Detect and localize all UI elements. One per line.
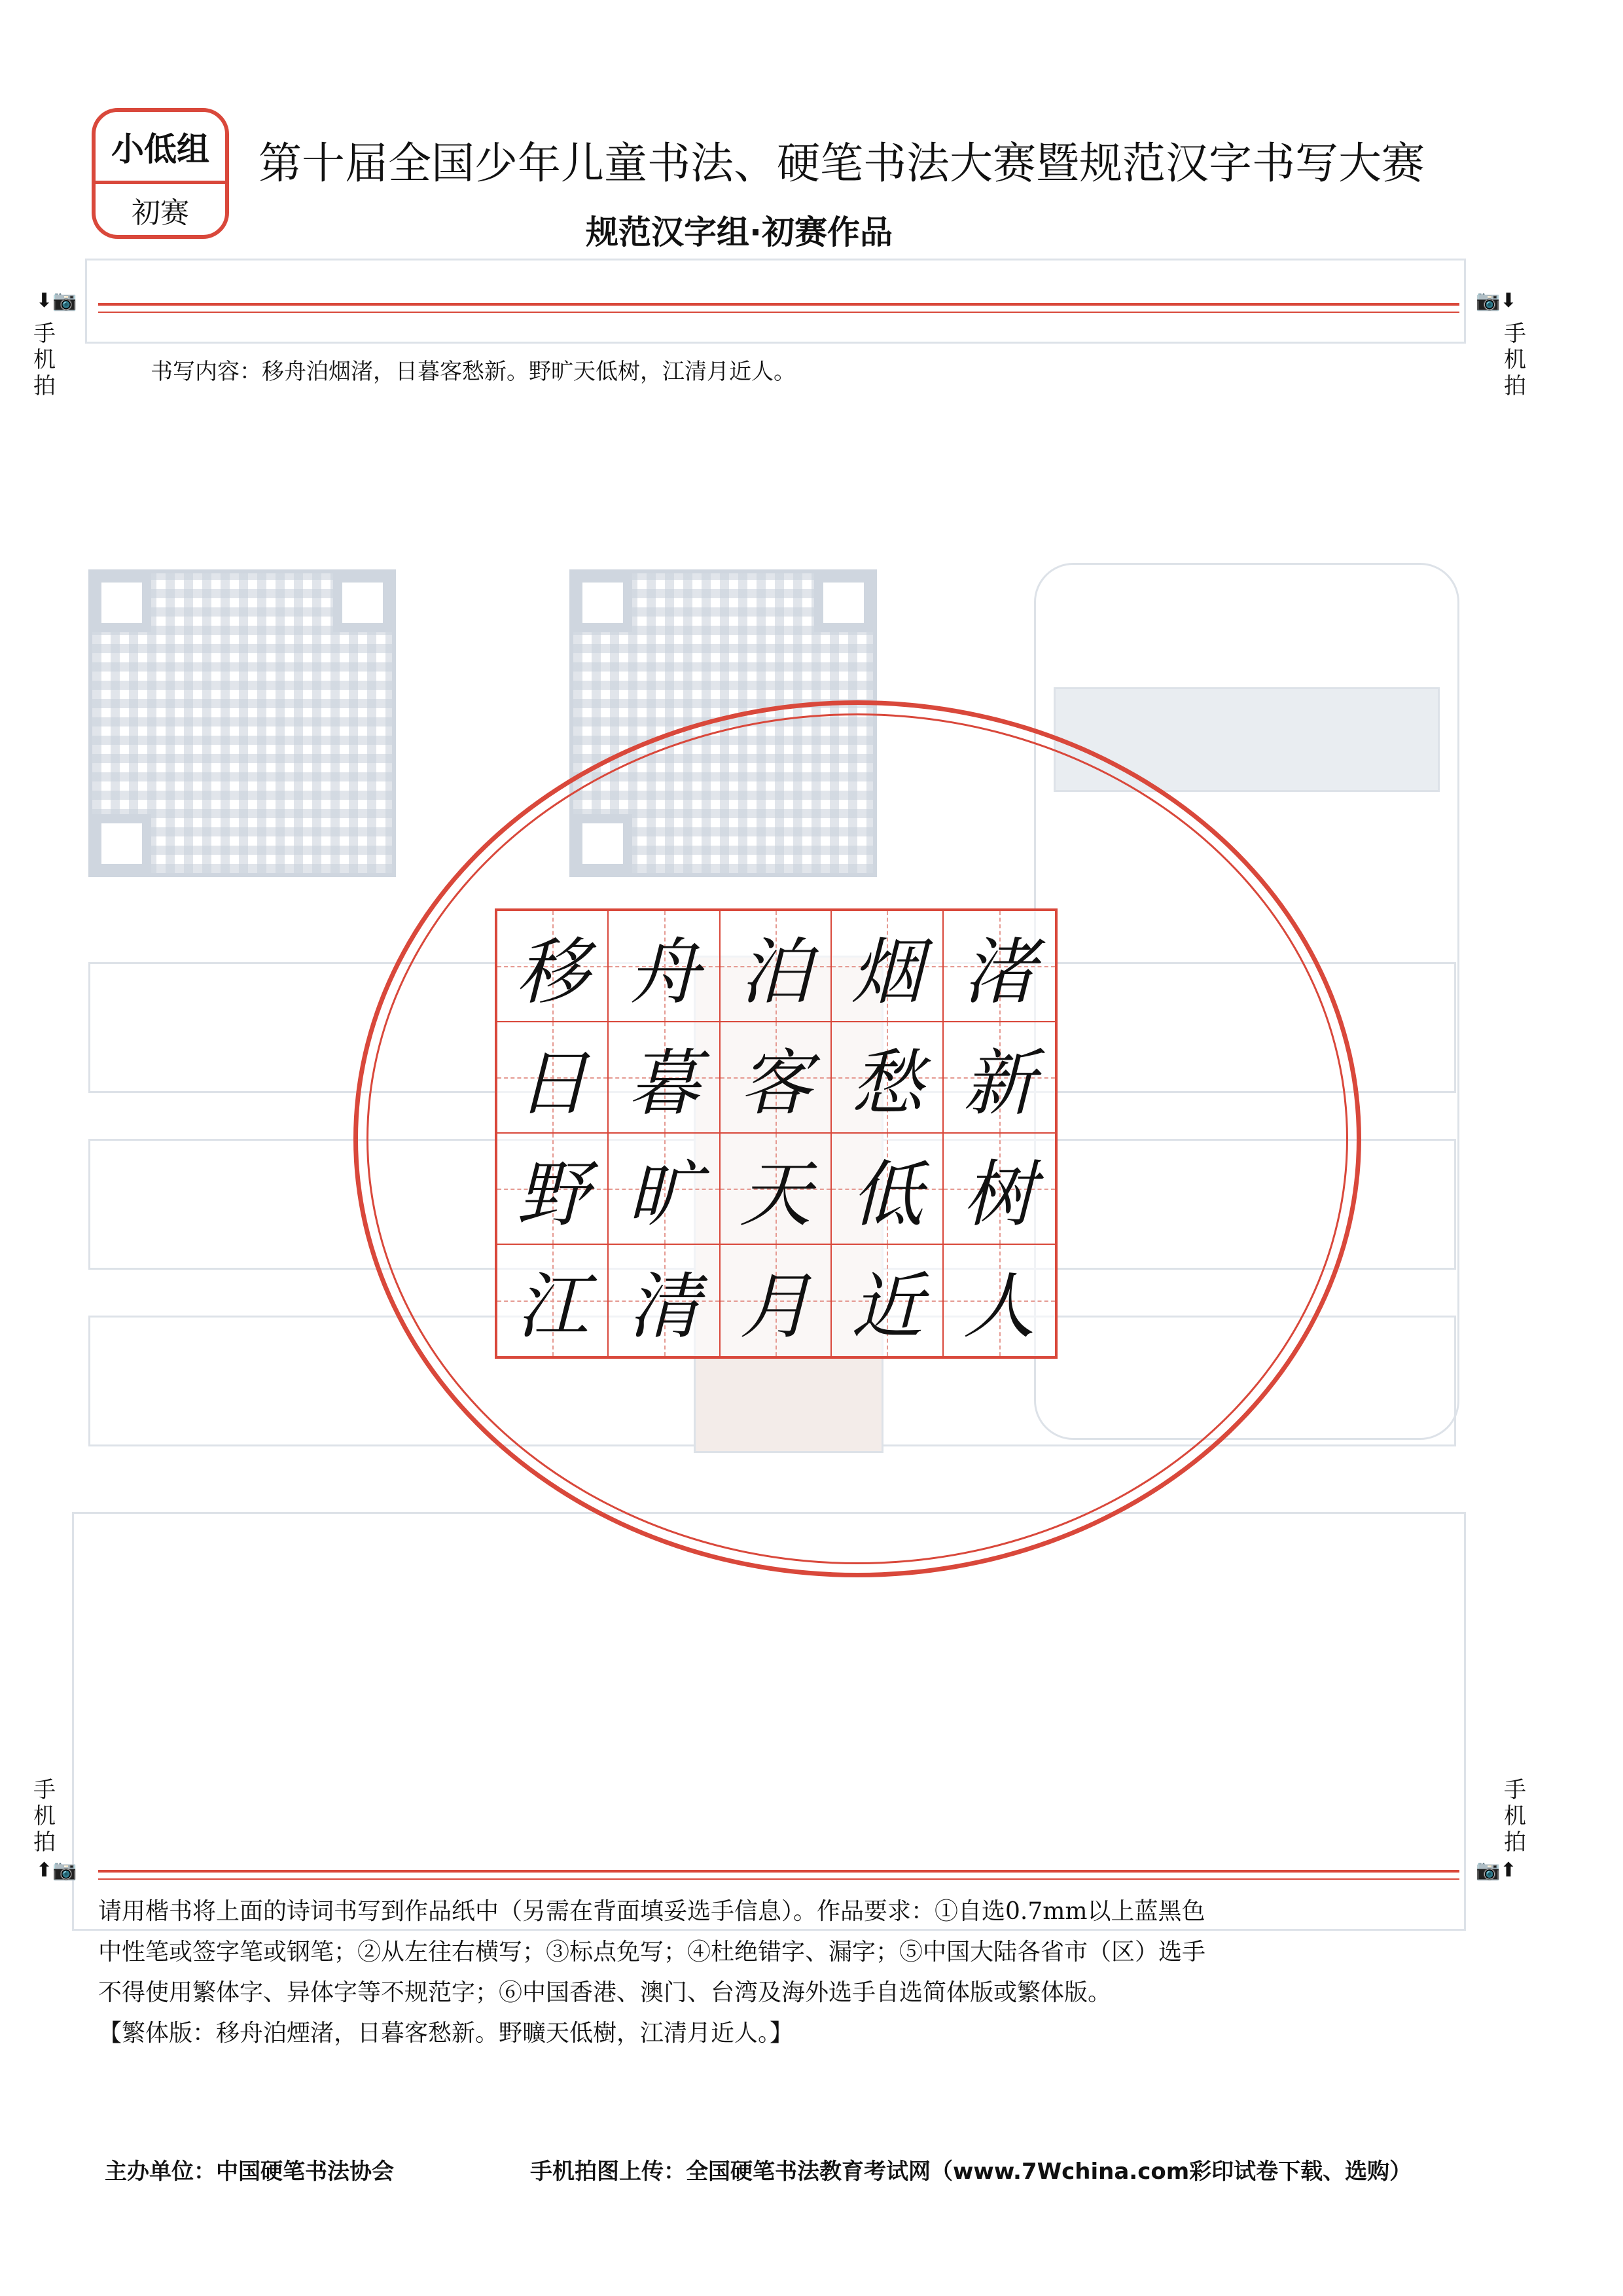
side-label-bottom-left: 手机拍: [33, 1777, 56, 1856]
qr-code-left: [88, 569, 396, 877]
grid-cell: 旷: [609, 1134, 720, 1245]
page-subtitle: 规范汉字组·初赛作品: [586, 213, 893, 251]
writing-content: 书写内容：移舟泊烟渚，日暮客愁新。野旷天低树，江清月近人。: [151, 359, 796, 385]
grid-cell: 低: [832, 1134, 943, 1245]
instruction-line: 【繁体版：移舟泊煙渚，日暮客愁新。野曠天低樹，江清月近人。】: [98, 2020, 794, 2047]
camera-icon-top-right: 📷⬇: [1476, 289, 1517, 312]
grid-cell: 客: [721, 1022, 832, 1134]
grid-cell: 野: [497, 1134, 609, 1245]
badge-group-label: 小低组: [96, 112, 225, 184]
grid-cell: 月: [721, 1245, 832, 1356]
side-label-top-left: 手机拍: [33, 321, 56, 399]
bottom-red-rule-thin: [98, 1878, 1459, 1880]
instruction-line: 中性笔或签字笔或钢笔；②从左往右横写；③标点免写；④杜绝错字、漏字；⑤中国大陆各省市（区）选手: [98, 1939, 1206, 1965]
grid-cell: 人: [944, 1245, 1055, 1356]
grid-cell: 清: [609, 1245, 720, 1356]
grid-cell: 烟: [832, 911, 943, 1022]
instruction-line: 请用楷书将上面的诗词书写到作品纸中（另需在背面填妥选手信息）。作品要求：①自选0.7mm以上蓝黑色: [98, 1898, 1205, 1925]
top-red-rule: [98, 303, 1459, 306]
camera-icon-bottom-left: ⬆📷: [36, 1859, 77, 1882]
side-label-top-right: 手机拍: [1504, 321, 1526, 399]
instructions: [98, 1892, 1459, 2054]
page-title: 第十届全国少年儿童书法、硬笔书法大赛暨规范汉字书写大赛: [259, 138, 1425, 188]
grid-cell: 渚: [944, 911, 1055, 1022]
handwriting-grid: [495, 908, 1058, 1359]
badge-stage-label: 初赛: [132, 196, 189, 230]
grid-cell: 近: [832, 1245, 943, 1356]
grid-cell: 舟: [609, 911, 720, 1022]
grid-cell: 暮: [609, 1022, 720, 1134]
grid-cell: 新: [944, 1022, 1055, 1134]
side-label-bottom-right: 手机拍: [1504, 1777, 1526, 1856]
grid-cell: 愁: [832, 1022, 943, 1134]
camera-icon-bottom-right: 📷⬆: [1476, 1859, 1517, 1882]
top-red-rule-thin: [98, 312, 1459, 313]
footer-organizer: 主办单位：中国硬笔书法协会: [105, 2159, 394, 2185]
instruction-line: 不得使用繁体字、异体字等不规范字；⑥中国香港、澳门、台湾及海外选手自选简体版或繁体版。: [98, 1979, 1112, 2006]
footer-upload-info: 手机拍图上传：全国硬笔书法教育考试网（www.7Wchina.com彩印试卷下载、选购）: [530, 2159, 1412, 2185]
grid-cell: 树: [944, 1134, 1055, 1245]
grid-cell: 移: [497, 911, 609, 1022]
grid-cell: 江: [497, 1245, 609, 1356]
grid-cell: 泊: [721, 911, 832, 1022]
grid-cell: 天: [721, 1134, 832, 1245]
bottom-red-rule: [98, 1870, 1459, 1873]
camera-icon-top-left: ⬇📷: [36, 289, 77, 312]
grid-cell: 日: [497, 1022, 609, 1134]
